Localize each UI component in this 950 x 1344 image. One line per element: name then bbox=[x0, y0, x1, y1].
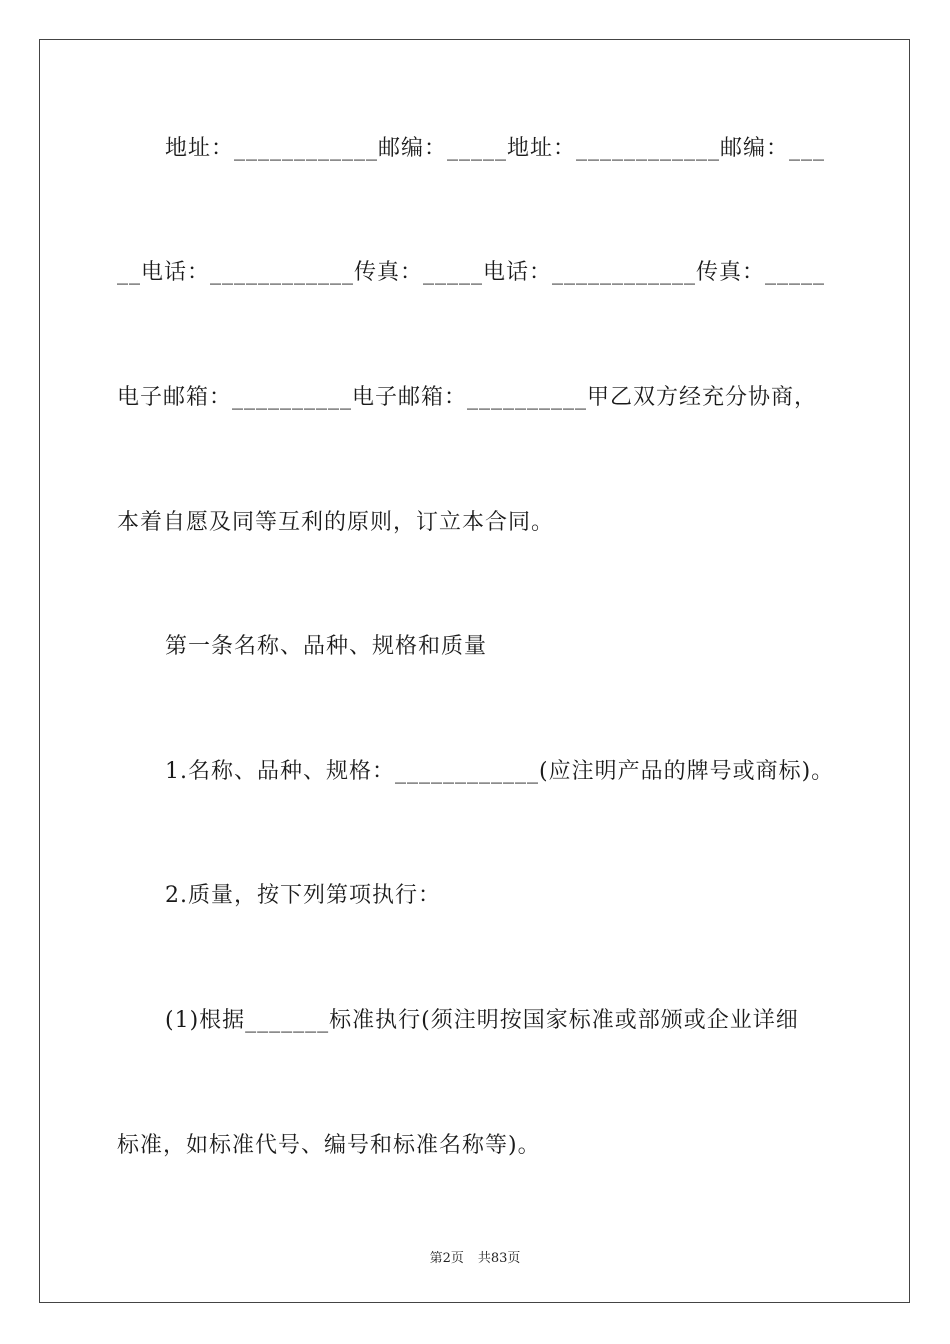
clause-2-1-standard-cont: 标准，如标准代号、编号和标准名称等)。 bbox=[117, 1133, 541, 1158]
page-total: 共83页 bbox=[477, 1251, 521, 1266]
article-1-heading: 第一条名称、品种、规格和质量 bbox=[165, 634, 488, 659]
clause-2-quality: 2.质量，按下列第项执行： bbox=[165, 883, 441, 908]
page-number: 第2页 bbox=[429, 1251, 464, 1266]
text-line-email: 电子邮箱：__________电子邮箱：__________甲乙双方经充分协商， bbox=[117, 385, 818, 410]
text-line-principle: 本着自愿及同等互利的原则，订立本合同。 bbox=[117, 510, 555, 535]
page-footer bbox=[0, 1247, 950, 1266]
text-line-phone-fax: __电话：____________传真：_____电话：____________传真：_____ bbox=[117, 260, 826, 285]
text-line-address: 地址：____________邮编：_____地址：____________邮编：___ bbox=[165, 136, 826, 161]
clause-2-1-standard: (1)根据_______标准执行(须注明按国家标准或部颁或企业详细 bbox=[165, 1008, 799, 1033]
clause-1-name-spec: 1.名称、品种、规格：____________(应注明产品的牌号或商标)。 bbox=[165, 759, 835, 784]
page-border bbox=[39, 39, 910, 1303]
